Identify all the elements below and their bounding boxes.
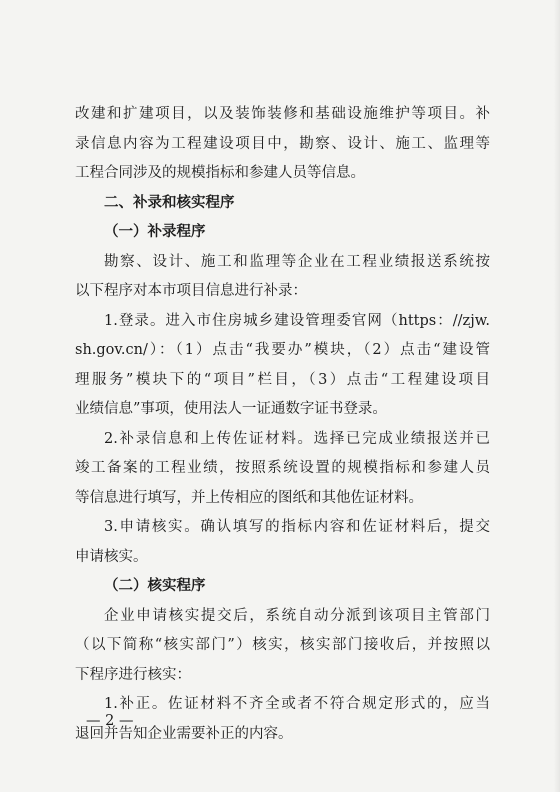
paragraph-line: 企业申请核实提交后，系统自动分派到该项目主管部门 bbox=[104, 607, 490, 624]
paragraph-line: 申请核实。 bbox=[75, 548, 148, 565]
paragraph-line: 以下程序对本市项目信息进行补录： bbox=[75, 283, 307, 299]
paragraph-line: 录信息内容为工程建设项目中，勘察、设计、施工、监理等 bbox=[75, 135, 490, 152]
body-text bbox=[75, 100, 490, 749]
paragraph-line: 3.申请核实。确认填写的指标内容和佐证材料后，提交 bbox=[104, 519, 490, 535]
subsection-heading: （二）核实程序 bbox=[104, 578, 206, 594]
paragraph-line: 等信息进行填写，并上传相应的图纸和其他佐证材料。 bbox=[75, 489, 423, 506]
paragraph-line: sh.gov.cn/）：（1）点击“我要办”模块，（2）点击“建设管 bbox=[75, 342, 490, 358]
paragraph-line: （以下简称“核实部门”）核实，核实部门接收后，并按照以 bbox=[75, 637, 490, 653]
paragraph-line: 勘察、设计、施工和监理等企业在工程业绩报送系统按 bbox=[104, 253, 490, 270]
paragraph-line: 竣工备案的工程业绩，按照系统设置的规模指标和参建人员 bbox=[75, 460, 490, 476]
paragraph-line: 理服务”模块下的“项目”栏目，（3）点击“工程建设项目 bbox=[75, 371, 490, 388]
paragraph-line: 1.补正。佐证材料不齐全或者不符合规定形式的，应当 bbox=[104, 696, 490, 712]
section-heading: 二、补录和核实程序 bbox=[104, 194, 235, 211]
paragraph-line: 下程序进行核实： bbox=[75, 666, 191, 683]
paragraph-line: 退回并告知企业需要补正的内容。 bbox=[75, 725, 293, 742]
paragraph-line: 业绩信息”事项，使用法人一证通数字证书登录。 bbox=[75, 401, 387, 417]
subsection-heading: （一）补录程序 bbox=[104, 224, 206, 240]
paragraph-line: 改建和扩建项目，以及装饰装修和基础设施维护等项目。补 bbox=[75, 106, 490, 122]
paragraph-line: 2.补录信息和上传佐证材料。选择已完成业绩报送并已 bbox=[104, 430, 490, 447]
paragraph-line: 1.登录。进入市住房城乡建设管理委官网（https：//zjw. bbox=[104, 312, 490, 329]
page-number: — 2 — bbox=[86, 713, 134, 729]
paragraph-line: 工程合同涉及的规模指标和参建人员等信息。 bbox=[75, 165, 365, 181]
scan-edge-shadow bbox=[554, 0, 560, 792]
